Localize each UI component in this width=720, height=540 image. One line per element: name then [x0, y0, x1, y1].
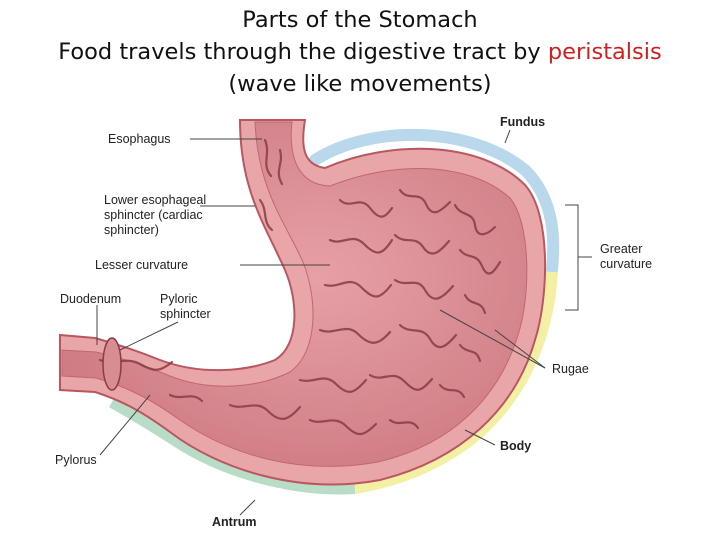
label-les-3: sphincter) [104, 223, 159, 237]
title-line-3: (wave like movements) [228, 71, 492, 97]
label-lesser-curvature: Lesser curvature [95, 258, 189, 272]
label-fundus: Fundus [500, 115, 546, 129]
peristalsis-highlight: peristalsis [547, 39, 662, 65]
label-pylorus: Pylorus [55, 453, 97, 467]
label-antrum: Antrum [212, 515, 257, 529]
label-greater-curvature-1: Greater [600, 242, 643, 256]
label-esophagus: Esophagus [108, 132, 171, 146]
pyloric-sphincter-ring [103, 338, 121, 390]
label-les-2: sphincter (cardiac [104, 208, 203, 222]
title-line-2-text: Food travels through the digestive tract by [58, 39, 548, 65]
label-pyloric-1: Pyloric [160, 292, 198, 306]
greater-curvature-bracket [565, 205, 592, 310]
label-duodenum: Duodenum [60, 292, 122, 306]
title-line-1: Parts of the Stomach [242, 7, 478, 33]
label-rugae: Rugae [552, 362, 589, 376]
label-pyloric-2: sphincter [160, 307, 211, 321]
label-body: Body [500, 439, 532, 453]
label-greater-curvature-2: curvature [600, 257, 653, 271]
label-les-1: Lower esophageal [104, 193, 207, 207]
